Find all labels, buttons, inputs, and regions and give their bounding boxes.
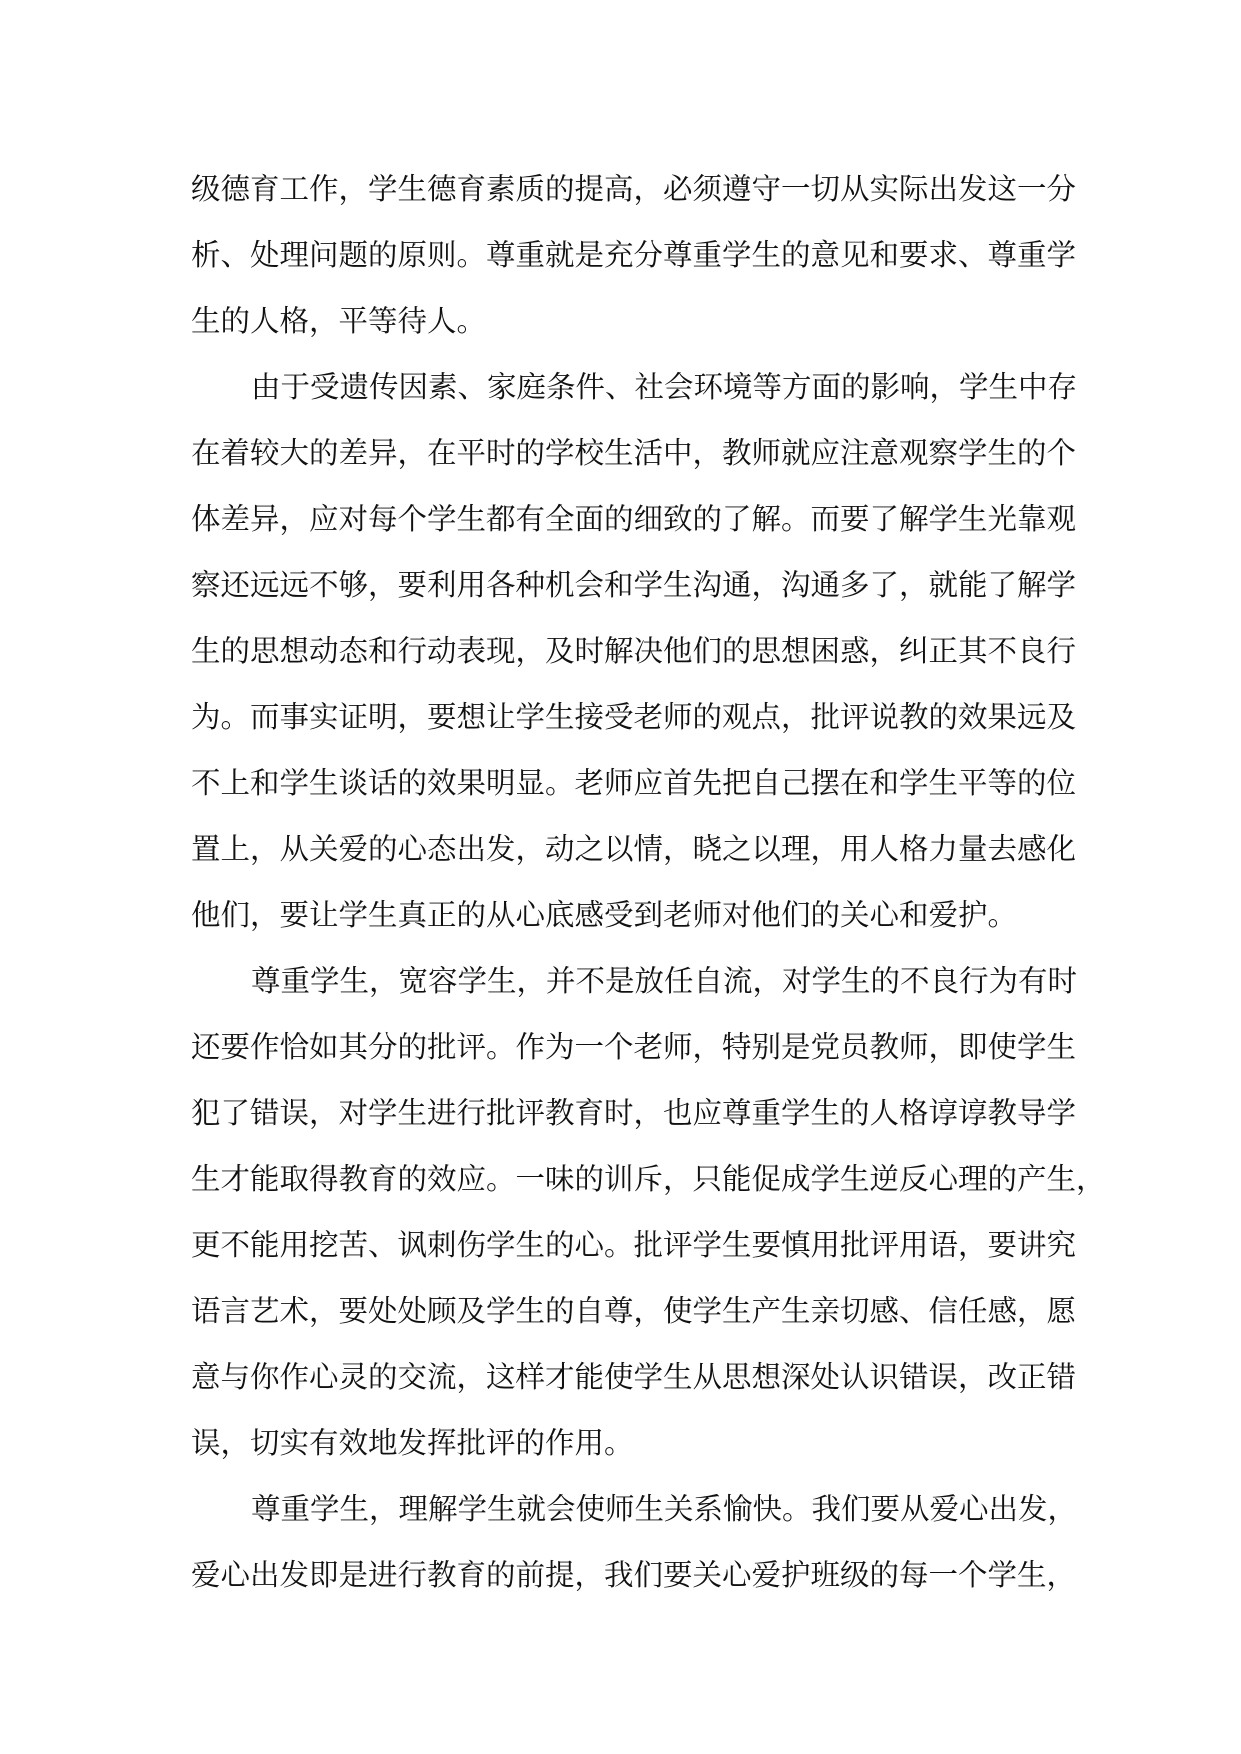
text-line: 还要作恰如其分的批评。作为一个老师，特别是党员教师，即使学生	[191, 1030, 1077, 1064]
text-line: 级德育工作，学生德育素质的提高，必须遵守一切从实际出发这一分	[191, 172, 1077, 206]
text-line: 他们，要让学生真正的从心底感受到老师对他们的关心和爱护。	[191, 898, 1018, 932]
text-line: 生才能取得教育的效应。一味的训斥，只能促成学生逆反心理的产生，	[191, 1162, 1106, 1196]
text-line: 生的人格，平等待人。	[191, 304, 487, 338]
text-line: 误，切实有效地发挥批评的作用。	[191, 1426, 634, 1460]
text-line: 察还远远不够，要利用各种机会和学生沟通，沟通多了，就能了解学	[191, 568, 1077, 602]
text-line: 在着较大的差异，在平时的学校生活中，教师就应注意观察学生的个	[191, 436, 1077, 470]
text-line: 析、处理问题的原则。尊重就是充分尊重学生的意见和要求、尊重学	[191, 238, 1077, 272]
text-line: 爱心出发即是进行教育的前提，我们要关心爱护班级的每一个学生，	[191, 1558, 1077, 1592]
text-line: 由于受遗传因素、家庭条件、社会环境等方面的影响，学生中存	[251, 370, 1078, 404]
text-line: 不上和学生谈话的效果明显。老师应首先把自己摆在和学生平等的位	[191, 766, 1077, 800]
text-line: 更不能用挖苦、讽刺伤学生的心。批评学生要慎用批评用语，要讲究	[191, 1228, 1077, 1262]
text-line: 尊重学生，理解学生就会使师生关系愉快。我们要从爱心出发，	[251, 1492, 1078, 1526]
text-line: 置上，从关爱的心态出发，动之以情，晓之以理，用人格力量去感化	[191, 832, 1077, 866]
text-line: 犯了错误，对学生进行批评教育时，也应尊重学生的人格谆谆教导学	[191, 1096, 1077, 1130]
text-line: 体差异，应对每个学生都有全面的细致的了解。而要了解学生光靠观	[191, 502, 1077, 536]
text-line: 生的思想动态和行动表现，及时解决他们的思想困惑，纠正其不良行	[191, 634, 1077, 668]
text-line: 为。而事实证明，要想让学生接受老师的观点，批评说教的效果远及	[191, 700, 1077, 734]
text-line: 尊重学生，宽容学生，并不是放任自流，对学生的不良行为有时	[251, 964, 1078, 998]
text-line: 意与你作心灵的交流，这样才能使学生从思想深处认识错误，改正错	[191, 1360, 1077, 1394]
body-text	[191, 156, 1106, 1608]
text-line: 语言艺术，要处处顾及学生的自尊，使学生产生亲切感、信任感，愿	[191, 1294, 1077, 1328]
